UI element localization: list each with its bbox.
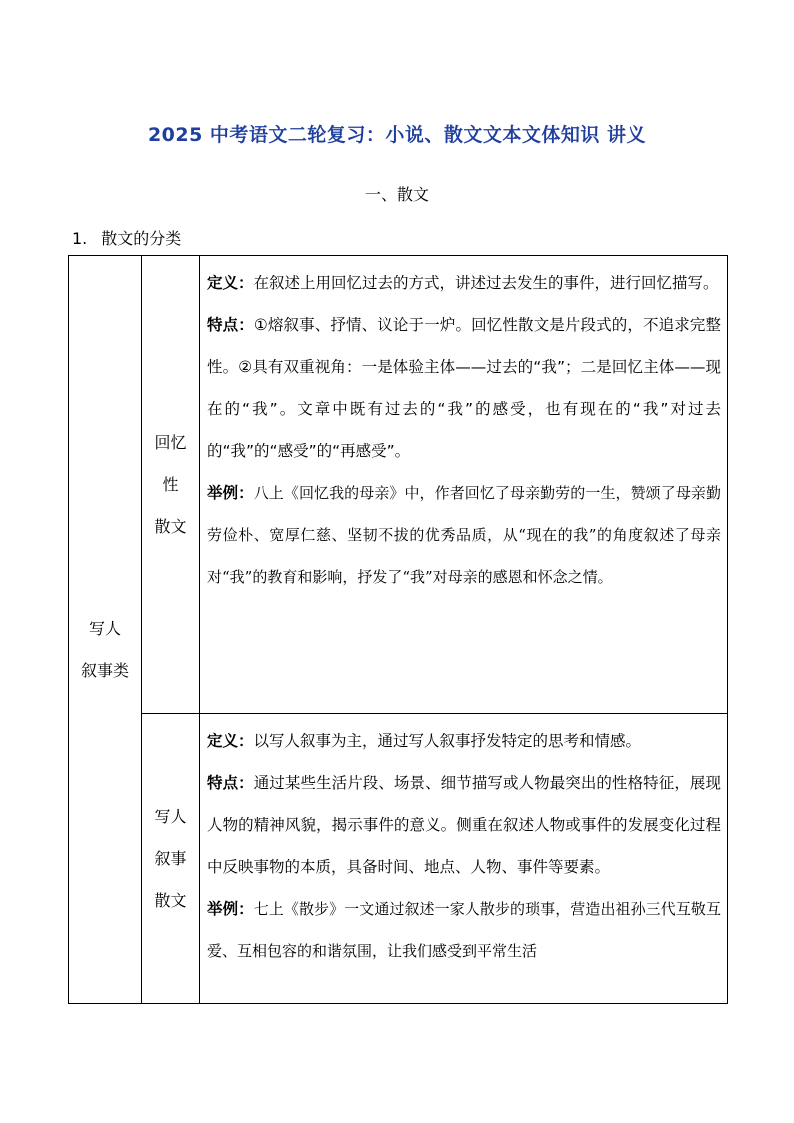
definition-text: 在叙述上用回忆过去的方式，讲述过去发生的事件，进行回忆描写。 (253, 274, 719, 292)
definition-text: 以写人叙事为主，通过写人叙事抒发特定的思考和情感。 (253, 732, 642, 750)
feature-label: 特点： (207, 316, 254, 334)
description-cell (200, 256, 728, 714)
example-text: 七上《散步》一文通过叙述一家人散步的琐事，营造出祖孙三代互敬互爱、互相包容的和谐氛围，让我们感受到平常生活 (207, 900, 721, 960)
table-row (69, 256, 728, 714)
example-label: 举例： (207, 484, 254, 502)
feature-text: ①熔叙事、抒情、议论于一炉。回忆性散文是片段式的，不追求完整性。②具有双重视角：一是体验主体——过去的“我”；二是回忆主体——现在的“我”。文章中既有过去的“我”的感受，也有现在的“我”对过去的“我”的“感受”的“再感受”。 (207, 316, 721, 460)
feature-label: 特点： (207, 774, 254, 792)
section-heading: 一、散文 (364, 185, 429, 204)
subcategory-line: 叙事 (154, 848, 187, 868)
feature-text: 通过某些生活片段、场景、细节描写或人物最突出的性格特征，展现人物的精神风貌，揭示事件的意义。侧重在叙述人物或事件的发展变化过程中反映事物的本质，具备时间、地点、人物、事件等要素。 (207, 774, 721, 876)
subsection-heading (72, 226, 181, 249)
example-paragraph (207, 472, 721, 598)
category-cell (69, 256, 142, 1004)
category-line: 叙事类 (80, 660, 129, 680)
example-paragraph (207, 888, 721, 972)
example-label: 举例： (207, 900, 254, 918)
subcategory-cell (142, 256, 200, 714)
definition-label: 定义： (207, 732, 254, 750)
subcategory-line: 回忆 (154, 432, 187, 452)
description-cell (200, 714, 728, 1004)
definition-paragraph (207, 262, 721, 304)
subsection-text: 散文的分类 (101, 229, 182, 248)
definition-label: 定义： (207, 274, 254, 292)
definition-paragraph (207, 720, 721, 762)
subcategory-cell (142, 714, 200, 1004)
subsection-number: 1. (72, 229, 88, 248)
subcategory-line: 散文 (154, 516, 187, 536)
subcategory-line: 性 (162, 474, 179, 494)
feature-paragraph (207, 304, 721, 472)
document-title: 2025 中考语文二轮复习：小说、散文文本文体知识 讲义 (147, 124, 647, 146)
subcategory-line: 散文 (154, 890, 187, 910)
feature-paragraph (207, 762, 721, 888)
classification-table (68, 255, 728, 1004)
category-line: 写人 (88, 618, 121, 638)
subcategory-line: 写人 (154, 806, 187, 826)
table-row (69, 714, 728, 1004)
example-text: 八上《回忆我的母亲》中，作者回忆了母亲勤劳的一生，赞颂了母亲勤劳俭朴、宽厚仁慈、坚韧不拔的优秀品质，从“现在的我”的角度叙述了母亲对“我”的教育和影响，抒发了“我”对母亲的感恩和怀念之情。 (207, 484, 721, 586)
